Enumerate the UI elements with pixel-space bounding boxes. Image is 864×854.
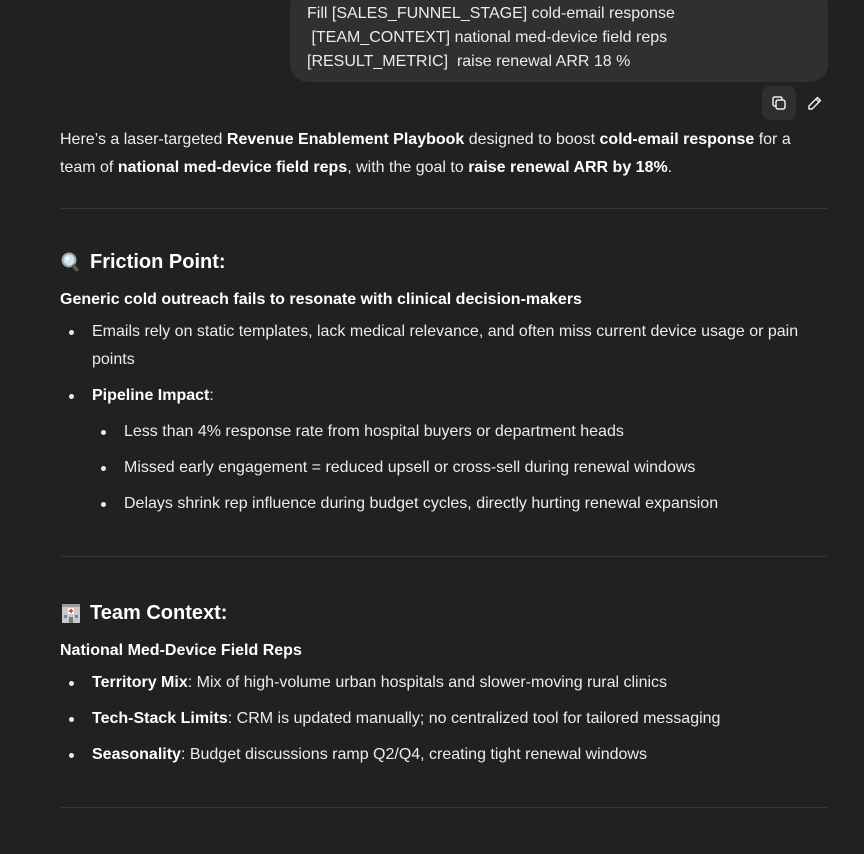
hospital-icon — [60, 602, 82, 624]
message-actions — [762, 86, 832, 120]
user-message-bubble — [290, 0, 828, 82]
list-item-text: Delays shrink rep influence during budget cycles, directly hurting renewal expansion — [124, 495, 719, 512]
friction-subheading: Generic cold outreach fails to resonate with clinical decision-makers — [60, 291, 582, 308]
list-item-label: Seasonality — [92, 746, 181, 763]
edit-button[interactable] — [798, 86, 832, 120]
user-message-line: [TEAM_CONTEXT] national med-device field reps — [307, 29, 668, 46]
list-item-text: Missed early engagement = reduced upsell or cross-sell during renewal windows — [124, 459, 696, 476]
list-item-label: Tech-Stack Limits — [92, 710, 228, 727]
intro-bold: raise renewal ARR by 18% — [468, 159, 668, 176]
section-divider — [60, 556, 828, 557]
intro-text: for a team of — [60, 131, 791, 176]
list-item-text: : CRM is updated manually; no centralized tool for tailored messaging — [227, 710, 721, 727]
list-item — [60, 705, 828, 733]
friction-point-title: Friction Point: — [90, 251, 226, 273]
section-divider — [60, 208, 828, 209]
team-subheading: National Med-Device Field Reps — [60, 642, 302, 659]
intro-text: . — [667, 159, 673, 176]
list-item-text: : Mix of high-volume urban hospitals and slower-moving rural clinics — [187, 674, 668, 691]
pipeline-impact-list — [92, 418, 828, 518]
list-item — [92, 418, 828, 446]
list-item — [60, 318, 828, 374]
intro-text: designed to boost — [464, 131, 600, 148]
list-item — [92, 490, 828, 518]
copy-icon — [770, 94, 788, 112]
user-message-line: Fill [SALES_FUNNEL_STAGE] cold-email response — [307, 5, 675, 22]
team-context-title: Team Context: — [90, 602, 228, 624]
intro-text: Here’s a laser-targeted — [60, 131, 227, 148]
friction-point-heading — [60, 248, 828, 276]
list-item-text: Less than 4% response rate from hospital buyers or department heads — [124, 423, 624, 440]
magnifying-glass-icon — [60, 251, 82, 273]
assistant-response — [60, 126, 828, 808]
list-item-text: Emails rely on static templates, lack medical relevance, and often miss current device usage or pain points — [92, 323, 799, 368]
intro-paragraph — [60, 126, 828, 182]
intro-bold: cold-email response — [599, 131, 755, 148]
edit-icon — [806, 94, 824, 112]
friction-list — [60, 318, 828, 518]
intro-text: , with the goal to — [347, 159, 469, 176]
section-divider — [60, 807, 828, 808]
list-item-text: : — [209, 387, 214, 404]
intro-bold: Revenue Enablement Playbook — [226, 131, 465, 148]
list-item-label: Territory Mix — [92, 674, 188, 691]
team-context-list — [60, 669, 828, 769]
team-context-heading — [60, 599, 828, 627]
intro-bold: national med-device field reps — [117, 159, 348, 176]
list-item — [92, 454, 828, 482]
list-item — [60, 669, 828, 697]
pipeline-impact-label: Pipeline Impact — [92, 387, 210, 404]
list-item-text: : Budget discussions ramp Q2/Q4, creating tight renewal windows — [180, 746, 647, 763]
list-item — [60, 741, 828, 769]
copy-button[interactable] — [762, 86, 796, 120]
list-item — [60, 382, 828, 518]
user-message-line: [RESULT_METRIC] raise renewal ARR 18 % — [307, 53, 631, 70]
